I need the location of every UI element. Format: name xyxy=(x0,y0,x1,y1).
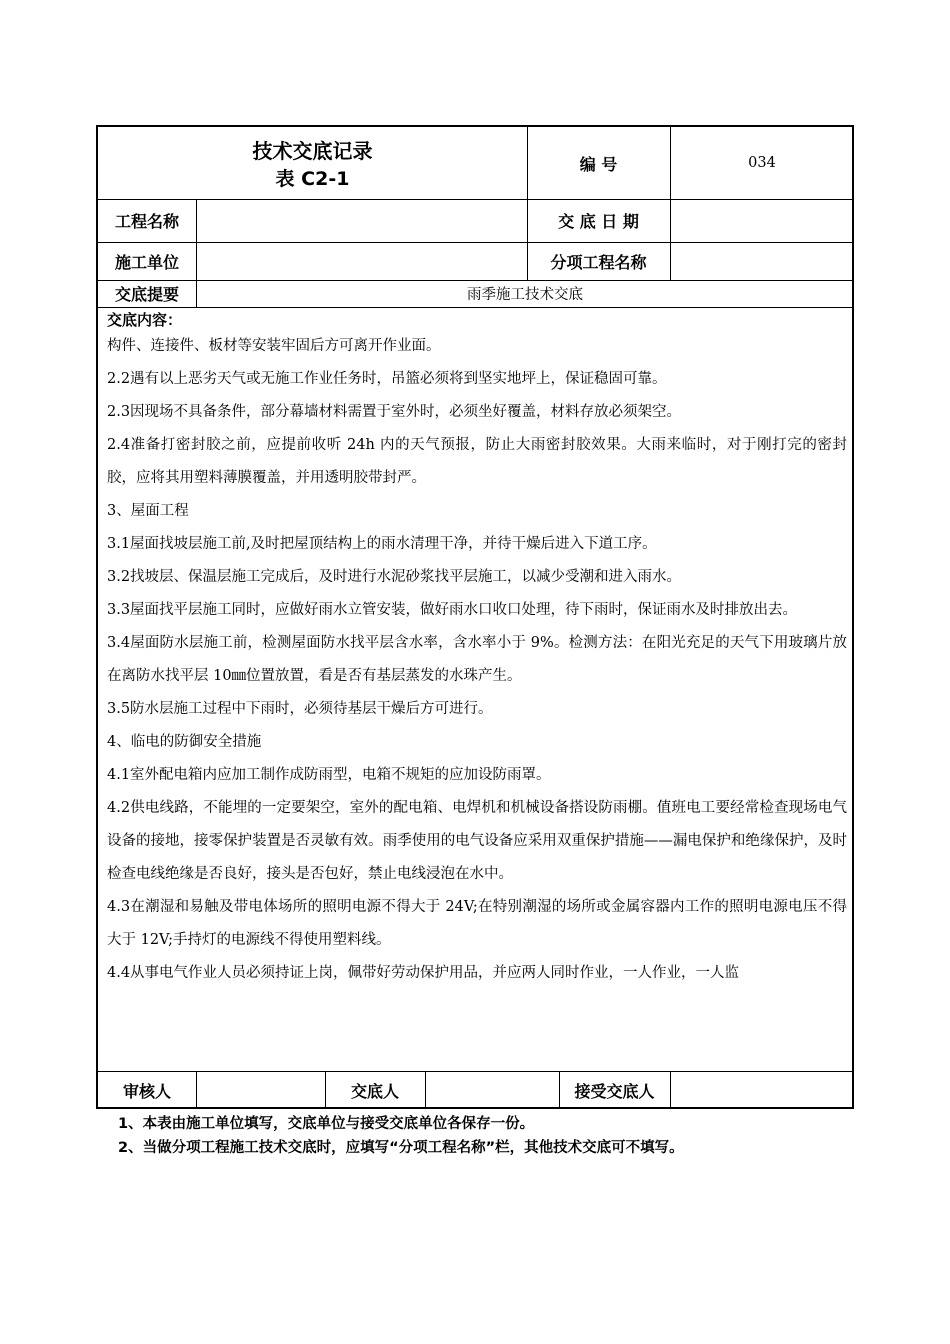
disclosure-form xyxy=(96,125,854,1109)
project-name-label: 工程名称 xyxy=(114,212,179,231)
content-heading: 交底内容： xyxy=(107,311,183,329)
disclosure-content xyxy=(107,310,847,990)
content-paragraph: 4.2供电线路，不能埋的一定要架空，室外的配电箱、电焊机和机械设备搭设防雨棚。值班电工要经常检查现场电气设备的接地，接零保护装置是否灵敏有效。雨季使用的电气设备应采用双重保护措施——漏电保护和绝缘保护，及时检查电线绝缘是否良好，接头是否包好，禁止电线浸泡在水中。 xyxy=(107,800,847,882)
content-paragraph: 3.1屋面找坡层施工前,及时把屋顶结构上的雨水清理干净，并待干燥后进入下道工序。 xyxy=(107,536,657,552)
content-paragraph: 2.3因现场不具备条件，部分幕墙材料需置于室外时，必须坐好覆盖，材料存放必须架空。 xyxy=(107,404,682,420)
date-label: 交 底 日 期 xyxy=(558,212,639,231)
content-paragraph: 2.4准备打密封胶之前，应提前收听 24h 内的天气预报，防止大雨密封胶效果。大雨来临时，对于刚打完的密封胶，应将其用塑料薄膜覆盖，并用透明胶带封严。 xyxy=(107,437,847,486)
summary-label: 交底提要 xyxy=(114,285,179,304)
title-block xyxy=(98,127,527,199)
content-paragraph: 3.4屋面防水层施工前，检测屋面防水找平层含水率，含水率小于 9%。检测方法：在阳光充足的天气下用玻璃片放在离防水找平层 10㎜位置放置，看是否有基层蒸发的水珠产生。 xyxy=(107,635,847,684)
content-paragraph: 4.1室外配电箱内应加工制作成防雨型，电箱不规矩的应加设防雨罩。 xyxy=(107,767,551,783)
reviewer-label: 审核人 xyxy=(122,1081,171,1101)
discloser-field[interactable] xyxy=(425,1071,559,1109)
footer-note: 2、当做分项工程施工技术交底时，应填写“分项工程名称”栏，其他技术交底可不填写。 xyxy=(118,1140,684,1156)
content-paragraph: 3.2找坡层、保温层施工完成后，及时进行水泥砂浆找平层施工，以减少受潮和进入雨水。 xyxy=(107,569,682,585)
construction-unit-label: 施工单位 xyxy=(114,252,179,272)
content-paragraph: 3.3屋面找平层施工同时，应做好雨水立管安装，做好雨水口收口处理，待下雨时，保证雨水及时排放出去。 xyxy=(107,602,798,618)
content-paragraph: 4.3在潮湿和易触及带电体场所的照明电源不得大于 24V;在特别潮湿的场所或金属容器内工作的照明电源电压不得大于 12V;手持灯的电源线不得使用塑料线。 xyxy=(107,899,847,948)
receiver-field[interactable] xyxy=(670,1071,854,1109)
footer-note: 1、本表由施工单位填写，交底单位与接受交底单位各保存一份。 xyxy=(118,1116,535,1132)
form-title: 技术交底记录 xyxy=(252,139,373,163)
content-paragraph: 2.2遇有以上恶劣天气或无施工作业任务时，吊篮必须将到坚实地坪上，保证稳固可靠。 xyxy=(107,371,667,387)
content-paragraph: 4.4从事电气作业人员必须持证上岗，佩带好劳动保护用品，并应两人同时作业，一人作业，一人监 xyxy=(107,965,740,981)
sub-project-field[interactable] xyxy=(670,242,854,280)
content-paragraph: 4、临电的防御安全措施 xyxy=(107,734,262,750)
sub-project-label: 分项工程名称 xyxy=(550,252,647,272)
form-subtitle: 表 C2-1 xyxy=(275,168,350,190)
row-divider xyxy=(98,307,852,308)
project-name-field[interactable] xyxy=(196,199,527,242)
content-paragraph: 构件、连接件、板材等安装牢固后方可离开作业面。 xyxy=(107,338,441,354)
content-paragraph: 3、屋面工程 xyxy=(107,503,189,519)
number-label: 编 号 xyxy=(579,154,618,174)
construction-unit-field[interactable] xyxy=(196,242,527,280)
content-paragraph: 3.5防水层施工过程中下雨时，必须待基层干燥后方可进行。 xyxy=(107,701,493,717)
reviewer-field[interactable] xyxy=(196,1071,325,1109)
footer-notes xyxy=(118,1112,684,1160)
receiver-label: 接受交底人 xyxy=(574,1081,655,1101)
summary-field[interactable]: 雨季施工技术交底 xyxy=(467,287,583,303)
discloser-label: 交底人 xyxy=(350,1081,399,1101)
number-value[interactable]: 034 xyxy=(748,155,776,171)
date-field[interactable] xyxy=(670,199,854,242)
